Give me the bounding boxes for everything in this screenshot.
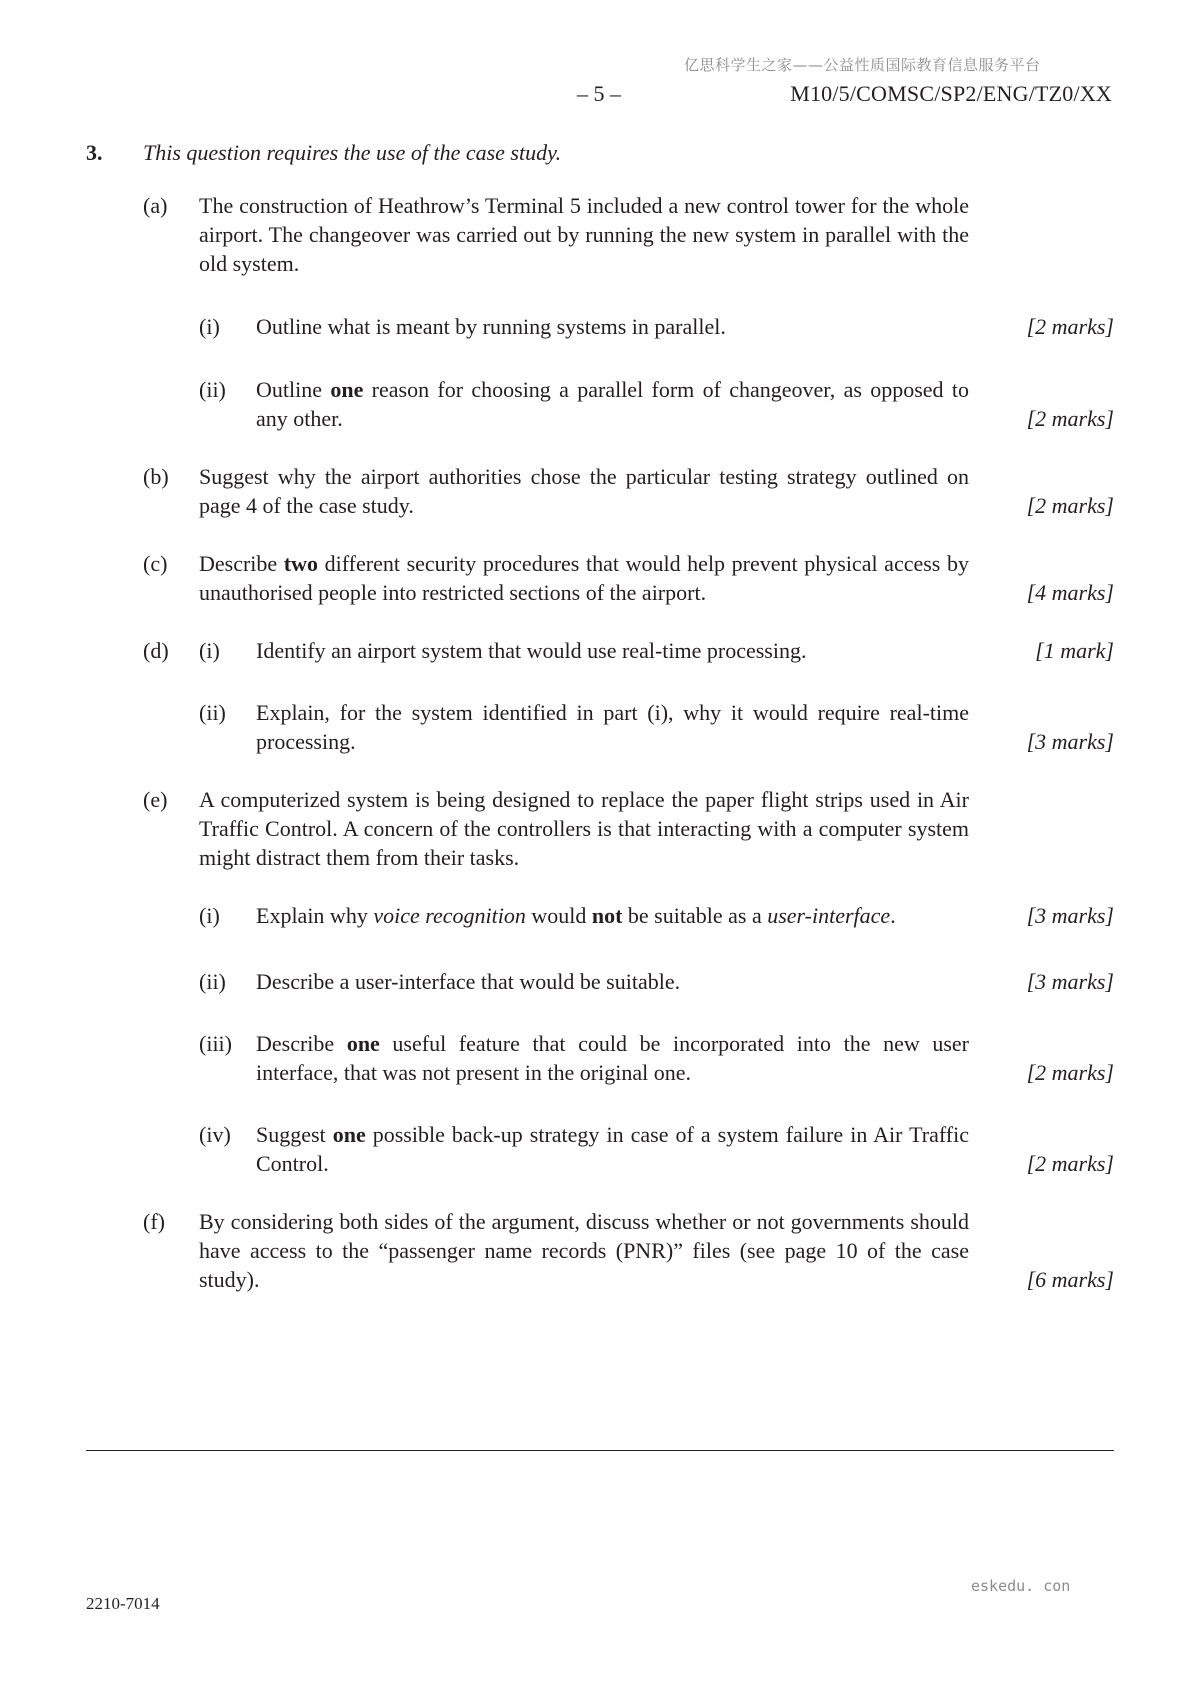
marks: [6 marks] bbox=[1026, 1267, 1114, 1292]
emphasis: voice recognition bbox=[373, 903, 526, 928]
part-label: (f) bbox=[143, 1209, 165, 1234]
text-segment: Describe bbox=[199, 551, 284, 576]
marks: [4 marks] bbox=[1026, 580, 1114, 605]
part-b-text: Suggest why the airport authorities chose the particular testing strategy outlined on page 4 of the case study. bbox=[199, 464, 969, 518]
part-a-i-text: Outline what is meant by running systems in parallel. bbox=[256, 314, 726, 339]
marks: [2 marks] bbox=[1026, 493, 1114, 518]
part-f bbox=[86, 1207, 1114, 1294]
part-label: (b) bbox=[143, 464, 169, 489]
page-number: – 5 – bbox=[577, 81, 621, 106]
text-segment: Suggest bbox=[256, 1122, 333, 1147]
sub-label: (ii) bbox=[199, 377, 226, 402]
emphasis: two bbox=[283, 551, 319, 576]
question-3 bbox=[86, 138, 1114, 1294]
sub-label: (i) bbox=[199, 638, 220, 663]
emphasis: one bbox=[332, 1122, 366, 1147]
emphasis: one bbox=[346, 1031, 380, 1056]
part-e bbox=[86, 785, 1114, 872]
text-segment: be suitable as a bbox=[622, 903, 768, 928]
text-segment: Describe bbox=[256, 1031, 347, 1056]
part-e-ii-text: Describe a user-interface that would be suitable. bbox=[256, 969, 681, 994]
sub-label: (iv) bbox=[199, 1122, 231, 1147]
part-e-i bbox=[86, 901, 1114, 930]
part-label: (e) bbox=[143, 787, 168, 812]
marks: [2 marks] bbox=[1026, 1151, 1114, 1176]
marks: [2 marks] bbox=[1026, 314, 1114, 339]
part-label: (a) bbox=[143, 193, 168, 218]
footer-watermark: eskedu. con bbox=[971, 1577, 1071, 1595]
text-segment: Explain why bbox=[256, 903, 374, 928]
sub-label: (ii) bbox=[199, 700, 226, 725]
part-e-iv-text bbox=[256, 1120, 969, 1178]
part-d-ii bbox=[86, 698, 1114, 756]
emphasis: user-interface bbox=[767, 903, 891, 928]
sub-label: (ii) bbox=[199, 969, 226, 994]
part-e-ii bbox=[86, 967, 1114, 996]
paper-code: M10/5/COMSC/SP2/ENG/TZ0/XX bbox=[790, 81, 1112, 106]
text-segment: . bbox=[890, 903, 896, 928]
part-f-text: By considering both sides of the argument, discuss whether or not governments should have access to the “passenger name records (PNR)” files (see page 10 of the case study). bbox=[199, 1209, 969, 1292]
marks: [2 marks] bbox=[1026, 406, 1114, 431]
part-a-ii bbox=[86, 375, 1114, 433]
part-a bbox=[86, 191, 1114, 278]
text-segment: different security procedures that would help prevent physical access by unauthorised people into restricted sections of the airport. bbox=[199, 551, 969, 605]
question-header bbox=[86, 138, 1114, 167]
part-a-ii-text bbox=[256, 375, 969, 433]
part-label: (c) bbox=[143, 551, 168, 576]
text-segment: useful feature that could be incorporated into the new user interface, that was not present in the original one. bbox=[256, 1031, 970, 1085]
part-e-text: A computerized system is being designed to replace the paper flight strips used in Air Traffic Control. A concern of the controllers is that interacting with a computer system might distract them from their tasks. bbox=[199, 787, 969, 870]
sub-label: (i) bbox=[199, 314, 220, 339]
part-c bbox=[86, 549, 1114, 607]
part-a-text: The construction of Heathrow’s Terminal 5 included a new control tower for the whole airport. The changeover was carried out by running the new system in parallel with the old system. bbox=[199, 193, 969, 276]
sub-label: (iii) bbox=[199, 1031, 232, 1056]
sub-label: (i) bbox=[199, 903, 220, 928]
text-segment: Outline bbox=[256, 377, 331, 402]
part-label: (d) bbox=[143, 638, 169, 663]
footer-divider bbox=[86, 1450, 1114, 1451]
header-watermark: 亿思科学生之家——公益性质国际教育信息服务平台 bbox=[684, 56, 1041, 74]
part-e-i-text bbox=[256, 901, 969, 930]
text-segment: would bbox=[525, 903, 592, 928]
part-d-ii-text: Explain, for the system identified in part (i), why it would require real-time processing. bbox=[256, 700, 969, 754]
emphasis: one bbox=[330, 377, 364, 402]
part-d-i bbox=[86, 636, 1114, 665]
question-number: 3. bbox=[86, 140, 103, 165]
footer-code: 2210-7014 bbox=[86, 1594, 160, 1613]
part-e-iii-text bbox=[256, 1029, 969, 1087]
marks: [3 marks] bbox=[1026, 969, 1114, 994]
part-a-i bbox=[86, 312, 1114, 341]
part-c-text bbox=[199, 549, 969, 607]
part-e-iv bbox=[86, 1120, 1114, 1178]
text-segment: possible back-up strategy in case of a system failure in Air Traffic Control. bbox=[256, 1122, 969, 1176]
part-e-iii bbox=[86, 1029, 1114, 1087]
marks: [1 mark] bbox=[1035, 638, 1114, 663]
text-segment: reason for choosing a parallel form of changeover, as opposed to any other. bbox=[256, 377, 969, 431]
emphasis: not bbox=[591, 903, 623, 928]
part-d-i-text: Identify an airport system that would use real-time processing. bbox=[256, 638, 807, 663]
marks: [3 marks] bbox=[1026, 729, 1114, 754]
question-intro: This question requires the use of the case study. bbox=[143, 140, 562, 165]
marks: [2 marks] bbox=[1026, 1060, 1114, 1085]
marks: [3 marks] bbox=[1026, 903, 1114, 928]
part-b bbox=[86, 462, 1114, 520]
